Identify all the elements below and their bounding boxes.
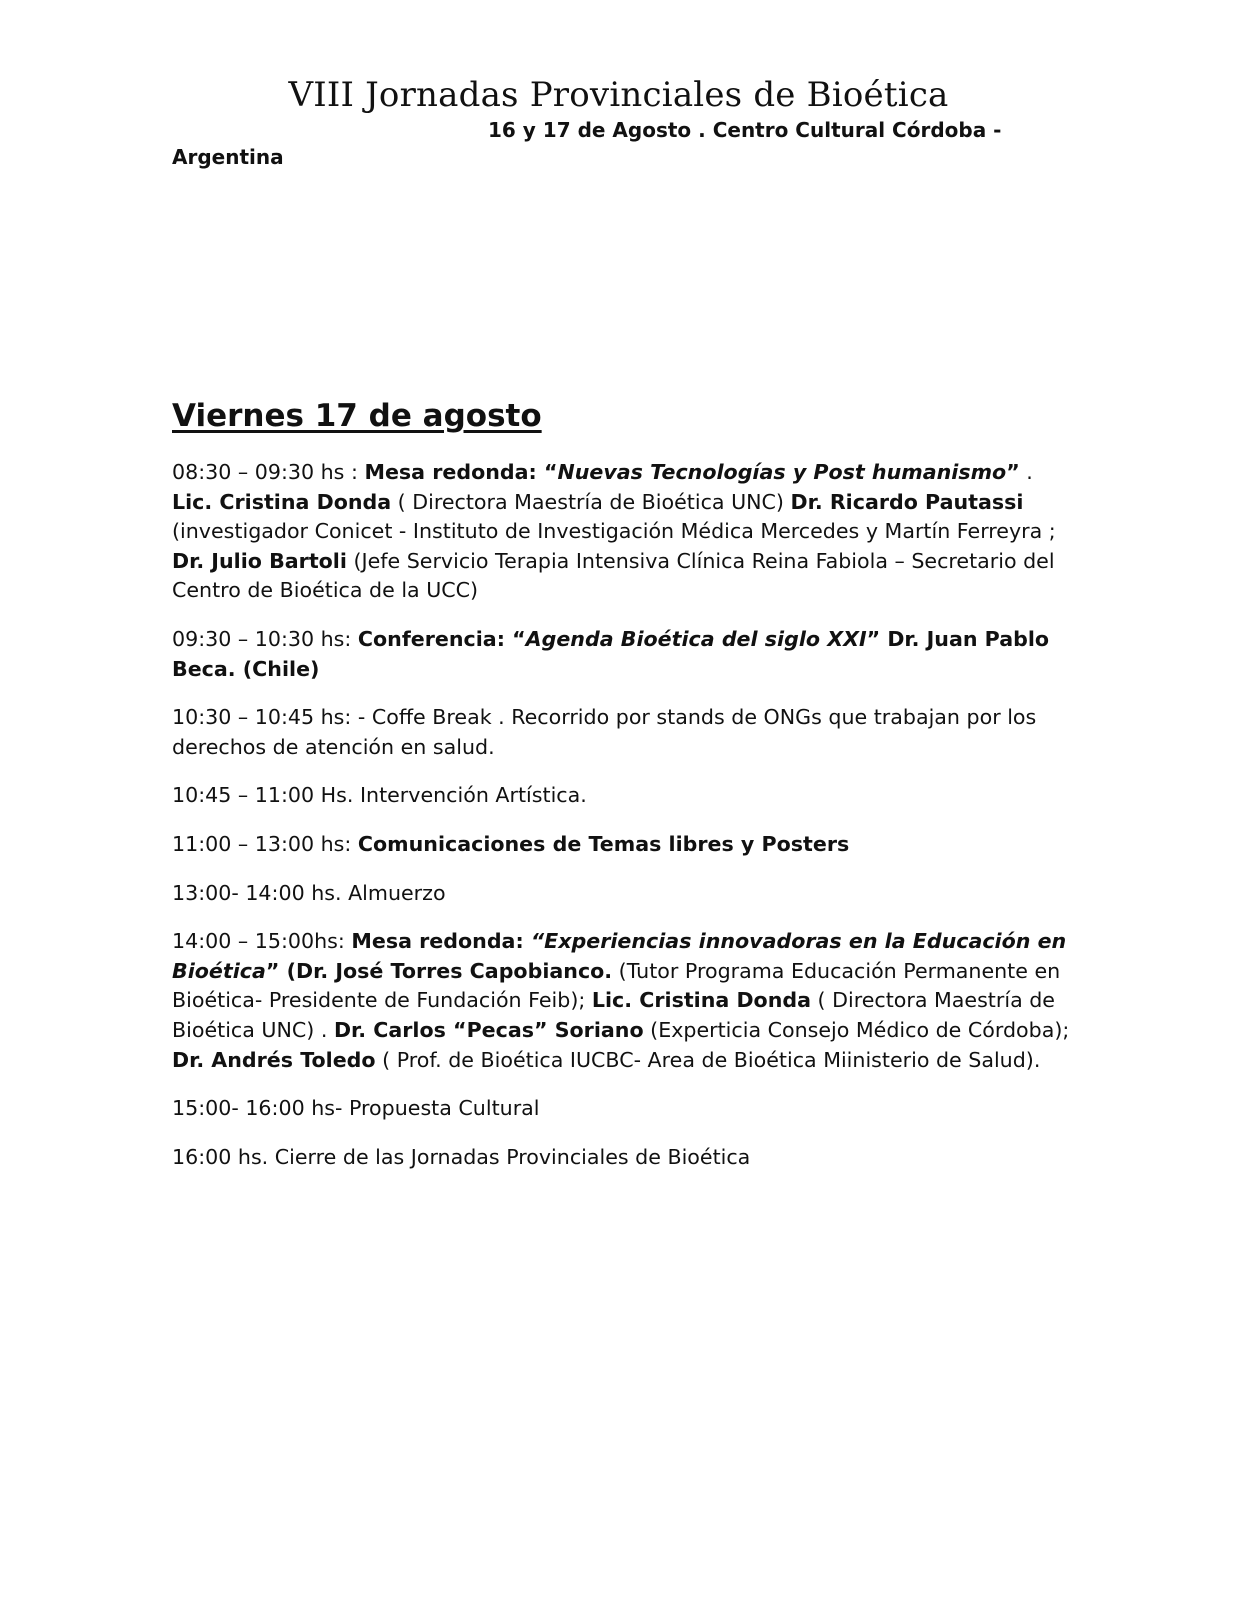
schedule-entry-text: (Tutor Programa Educación Permanente en Bioética- Presidente de Fundación Feib); bbox=[172, 958, 1061, 1013]
schedule-entry-text: Dr. Ricardo Pautassi bbox=[790, 489, 1024, 514]
day-heading: Viernes 17 de agosto bbox=[172, 398, 542, 434]
schedule-entry-text: 15:00- 16:00 hs- Propuesta Cultural bbox=[172, 1096, 540, 1121]
schedule-entry-text: (investigador Conicet - Instituto de Investigación Médica Mercedes y Martín Ferreyra ; bbox=[172, 519, 1056, 544]
schedule-entry-text: 14:00 – 15:00hs: bbox=[172, 929, 352, 954]
schedule-entry-text: ( Prof. de Bioética IUCBC- Area de Bioética Miinisterio de Salud). bbox=[375, 1047, 1041, 1072]
schedule-entry bbox=[172, 458, 1070, 606]
schedule-entry-text: Dr. Julio Bartoli bbox=[172, 548, 347, 573]
schedule-entry-text: Conferencia: “ bbox=[357, 626, 526, 651]
schedule-entry-text: (Jefe Servicio Terapia Intensiva Clínica Reina Fabiola – Secretario del Centro de Bioética de la UCC) bbox=[172, 548, 1055, 603]
document-subtitle bbox=[172, 117, 1072, 171]
schedule-entry bbox=[172, 703, 1070, 762]
schedule-entry-text: Mesa redonda: “ bbox=[364, 460, 558, 484]
document-title: VIII Jornadas Provinciales de Bioética bbox=[288, 75, 949, 115]
schedule-entry-text: Dr. Carlos “Pecas” Soriano bbox=[333, 1017, 644, 1042]
schedule-entry-text: Lic. Cristina Donda bbox=[591, 988, 811, 1013]
schedule-entry-text: 10:30 – 10:45 hs: - Coffe Break . Recorrido por stands de ONGs que trabajan por los derechos de atención en salud. bbox=[172, 705, 1037, 759]
schedule-entry-text: (Experticia Consejo Médico de Córdoba); bbox=[643, 1017, 1070, 1042]
schedule-entry-text: 13:00- 14:00 hs. Almuerzo bbox=[172, 880, 446, 905]
schedule-entry-text: ” Dr. Juan Pablo Beca. (Chile) bbox=[172, 626, 1050, 681]
schedule-entry-text: 09:30 – 10:30 hs: bbox=[172, 626, 358, 651]
schedule-entry bbox=[172, 1094, 1070, 1124]
schedule-entry-text: Mesa redonda: bbox=[351, 929, 531, 954]
schedule-entry-text: Dr. Andrés Toledo bbox=[172, 1047, 376, 1072]
schedule-entry-text: “Experiencias innovadoras en la Educación en Bioética bbox=[172, 929, 1067, 983]
schedule-entry-text: 16:00 hs. Cierre de las Jornadas Provinciales de Bioética bbox=[172, 1144, 751, 1169]
schedule-entry-text: . bbox=[1019, 460, 1033, 484]
schedule-entry-text: ( Directora Maestría de Bioética UNC) . bbox=[172, 988, 1055, 1042]
schedule-list bbox=[172, 458, 1070, 1191]
schedule-entry-text: Lic. Cristina Donda bbox=[172, 489, 392, 514]
schedule-entry-text: 08:30 – 09:30 hs : bbox=[172, 460, 365, 484]
schedule-entry-text: Nuevas Tecnologías y Post humanismo bbox=[557, 460, 1007, 484]
schedule-entry bbox=[172, 1143, 1070, 1173]
schedule-entry-text: 11:00 – 13:00 hs: bbox=[172, 831, 358, 856]
schedule-entry bbox=[172, 830, 1070, 860]
schedule-entry-text: Comunicaciones de Temas libres y Posters bbox=[357, 831, 850, 856]
schedule-entry-text: ” (Dr. José Torres Capobianco. bbox=[265, 958, 613, 983]
schedule-entry-text: ” bbox=[1006, 460, 1020, 484]
schedule-entry-text: ( Directora Maestría de Bioética UNC) bbox=[391, 489, 791, 514]
subtitle-text: 16 y 17 de Agosto . Centro Cultural Córdoba - Argentina bbox=[172, 118, 1002, 169]
schedule-entry bbox=[172, 879, 1070, 909]
schedule-entry bbox=[172, 781, 1070, 811]
schedule-entry-text: 10:45 – 11:00 Hs. Intervención Artística. bbox=[172, 783, 587, 808]
schedule-entry bbox=[172, 625, 1070, 684]
schedule-entry bbox=[172, 927, 1070, 1075]
schedule-entry-text: Agenda Bioética del siglo XXI bbox=[525, 626, 867, 651]
